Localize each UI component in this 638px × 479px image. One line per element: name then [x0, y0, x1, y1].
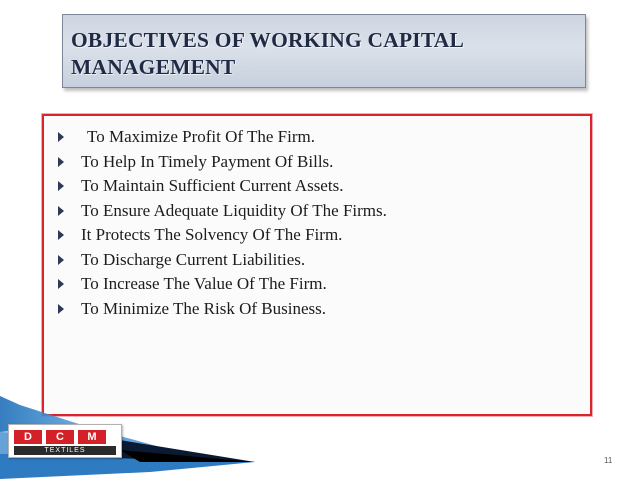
bullet-item — [56, 174, 387, 199]
triangle-bullet-icon — [58, 230, 64, 240]
bullet-list — [56, 125, 387, 321]
bullet-item — [56, 248, 387, 273]
logo-letters — [14, 430, 106, 444]
title-box — [62, 14, 586, 88]
bullet-text: To Increase The Value Of The Firm. — [81, 274, 327, 294]
bullet-text: To Maximize Profit Of The Firm. — [87, 127, 315, 147]
bullet-text: To Ensure Adequate Liquidity Of The Firms. — [81, 200, 387, 220]
bullet-text: To Minimize The Risk Of Business. — [81, 298, 326, 318]
logo-letter: C — [46, 430, 74, 444]
bullet-text: To Help In Timely Payment Of Bills. — [81, 151, 334, 171]
bullet-item — [56, 272, 387, 297]
title-line-2: MANAGEMENT — [71, 55, 236, 79]
triangle-bullet-icon — [58, 279, 64, 289]
logo-letter: D — [14, 430, 42, 444]
bullet-item — [56, 297, 387, 322]
triangle-bullet-icon — [58, 304, 64, 314]
triangle-bullet-icon — [58, 255, 64, 265]
bullet-item — [56, 150, 387, 175]
triangle-bullet-icon — [58, 206, 64, 216]
slide-title — [71, 27, 464, 81]
triangle-bullet-icon — [58, 157, 64, 167]
content-box — [42, 114, 592, 416]
company-logo — [8, 424, 122, 458]
triangle-bullet-icon — [58, 132, 64, 142]
triangle-bullet-icon — [58, 181, 64, 191]
bullet-text: To Discharge Current Liabilities. — [81, 249, 306, 269]
bullet-item — [56, 125, 387, 150]
title-line-1: OBJECTIVES OF WORKING CAPITAL — [71, 28, 465, 52]
page-number: 11 — [604, 456, 613, 465]
logo-letter: M — [78, 430, 106, 444]
bullet-item — [56, 199, 387, 224]
bullet-item — [56, 223, 387, 248]
bullet-text: It Protects The Solvency Of The Firm. — [81, 225, 343, 245]
logo-subtext: TEXTILES — [14, 446, 116, 455]
bullet-text: To Maintain Sufficient Current Assets. — [81, 176, 344, 196]
